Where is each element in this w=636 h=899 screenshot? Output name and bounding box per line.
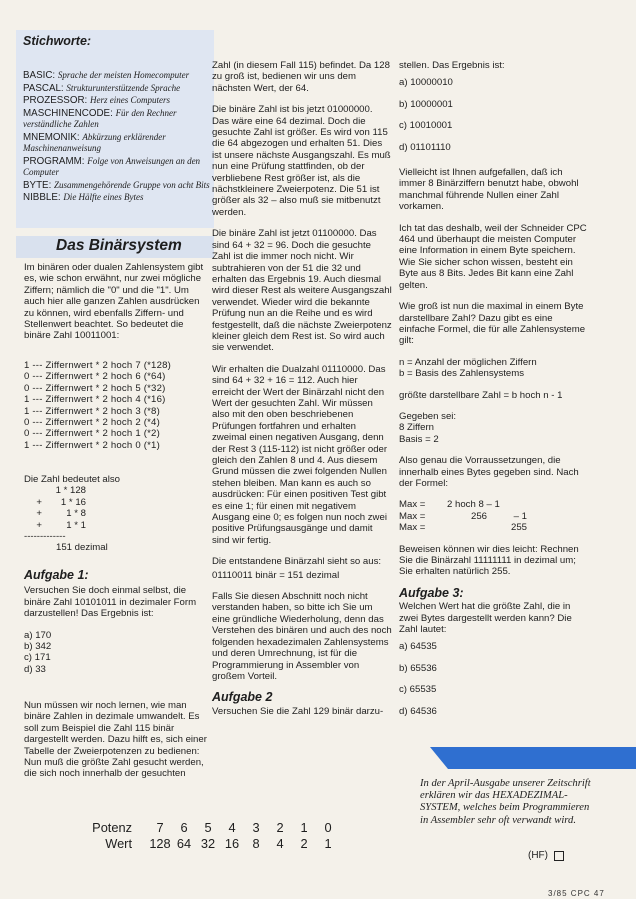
- right-paragraph: Ich tat das deshalb, weil der Schneider CPC 464 und überhaupt die meisten Computer eine Information in einem Byte speichern. Wie Sie sicher schon wissen, besteht ein Byte aus 8 Bits. Jedes Bit kann eine Zahl gelten.: [399, 222, 587, 291]
- calc-row: Max = 256 – 1: [399, 510, 527, 522]
- keywords-title: Stichworte:: [23, 34, 92, 48]
- keyword-item: BASIC: Sprache der meisten Homecomputer: [23, 70, 190, 81]
- sum-intro: Die Zahl bedeutet also: [24, 474, 120, 485]
- mid-paragraph: Falls Sie diesen Abschnitt noch nicht verstanden haben, so bitte ich Sie um eine gründliche Wiederholung, denn das Verstehen des binären und auch des noch folgenden hexadezimalen Zahlensystems und deren Umrechnung, ist für die Programmierung in Assembler von großem Vorteil.: [212, 591, 392, 682]
- table-row: Potenz 7 6 5 4 3 2 1 0: [92, 820, 332, 835]
- left-paragraph-2: Nun müssen wir noch lernen, wie man binäre Zahlen in dezimale umwandelt. Es soll zum Beispiel die Zahl 115 binär dargestellt werden. Dazu hilft es, sich einer Tabelle der Zweierpotenzen zu bedienen: Nun muß die größte Zahl gesucht werden, die sich noch innerhalb der gesuchten: [24, 700, 207, 780]
- end-square-icon: [554, 851, 564, 861]
- right-paragraph: Wie groß ist nun die maximal in einem Byte darstellbare Zahl? Dazu gibt es eine einfache Formel, die für alle Zahlensysteme gilt:: [399, 301, 586, 347]
- page-footer: 3/85 CPC 47: [548, 889, 605, 898]
- mid-paragraph: Die binäre Zahl ist jetzt 01100000. Das sind 64 + 32 = 96. Doch die gesuchte Zahl ist die immer noch nicht. Wir subtrahieren von der 51 die 32 und erhalten das Ergebnis 19. Auch diesmal wird dieser Rest als weitere Ausgangszahl verwendet. Wieder wird die bekannte Prüfung nun an die Reihe und es wird festgestellt, daß die nächste Zweierpotenz kleiner gleich dem Rest ist. So wird auch sie verwendet.: [212, 228, 392, 354]
- section-heading: [16, 236, 214, 258]
- right-column: [399, 60, 589, 727]
- task2-option: b) 10000001: [399, 98, 453, 110]
- definition-n: n = Anzahl der möglichen Ziffern: [399, 356, 537, 368]
- sum-row: + 1 * 8: [36, 508, 86, 520]
- expansion-line: 1 --- Ziffernwert * 2 hoch 4 (*16): [24, 394, 166, 406]
- expansion-line: 0 --- Ziffernwert * 2 hoch 6 (*64): [24, 371, 166, 383]
- sum-block: [24, 474, 212, 554]
- expansion-line: 1 --- Ziffernwert * 2 hoch 3 (*8): [24, 405, 160, 417]
- power-table: [74, 820, 364, 852]
- intro-paragraph: Im binären oder dualen Zahlensystem gibt es, wie schon erwähnt, nur zwei mögliche Ziffern; nämlich die "0" und die "1". Um auch hier alle ganzen Zahlen ausdrücken zu können, wird ebenfalls Ziffern- und Stellenwert beachtet. So bedeutet die binäre Zahl 10011001:: [24, 262, 204, 342]
- accent-bar: [430, 747, 636, 769]
- definition-b: b = Basis des Zahlensystems: [399, 368, 525, 380]
- task2-title: Aufgabe 2: [212, 690, 273, 705]
- task1-option: c) 171: [24, 652, 51, 664]
- keyword-item: MASCHINENCODE: Für den Rechner verständliche Zahlen: [23, 107, 177, 129]
- formula: größte darstellbare Zahl = b hoch n - 1: [399, 389, 563, 401]
- expansion-line: 0 --- Ziffernwert * 2 hoch 5 (*32): [24, 382, 166, 394]
- keywords-list: [23, 70, 213, 205]
- sum-result: 151 dezimal: [56, 542, 108, 554]
- task3-option: a) 64535: [399, 641, 437, 653]
- sum-row: + 1 * 1: [36, 519, 86, 531]
- task1-option: d) 33: [24, 663, 46, 675]
- sum-row: 1 * 128: [55, 485, 86, 497]
- task3-option: c) 65535: [399, 684, 437, 696]
- calc-row: Max = 255: [399, 522, 527, 534]
- task2-text: Versuchen Sie die Zahl 129 binär darzu-: [212, 705, 384, 717]
- keywords-box: [16, 30, 214, 228]
- task2-option: c) 10010001: [399, 120, 453, 132]
- expansion-line: 1 --- Ziffernwert * 2 hoch 7 (*128): [24, 360, 172, 371]
- keyword-item: PASCAL: Strukturunterstützende Sprache: [23, 82, 181, 94]
- expansion-line: 0 --- Ziffernwert * 2 hoch 1 (*2): [24, 428, 160, 440]
- expansion-line: 0 --- Ziffernwert * 2 hoch 2 (*4): [24, 417, 160, 429]
- preview-note: In der April-Ausgabe unserer Zeitschrift erklären wir das HEXADEZIMAL-SYSTEM, welches beim Programmieren in Assembler sehr oft verwandt wird.: [420, 778, 591, 826]
- binary-expansion: [24, 360, 212, 451]
- right-paragraph: stellen. Das Ergebnis ist:: [399, 60, 505, 71]
- mid-paragraph: Die entstandene Binärzahl sieht so aus:: [212, 556, 382, 568]
- mid-paragraph: Zahl (in diesem Fall 115) befindet. Da 128 zu groß ist, bedienen wir uns dem nächsten Wert, der 64.: [212, 60, 390, 94]
- keyword-item: MNEMONIK: Abkürzung erklärender Maschinenanweisung: [23, 131, 166, 153]
- task3-title: Aufgabe 3:: [399, 585, 464, 600]
- given-base: Basis = 2: [399, 433, 439, 445]
- task3-option: b) 65536: [399, 662, 437, 674]
- middle-column: [212, 60, 392, 727]
- binary-result: 01110011 binär = 151 dezimal: [212, 569, 340, 581]
- right-paragraph: Vielleicht ist Ihnen aufgefallen, daß ich immer 8 Binärziffern benutzt habe, obwohl manchmal führende Nullen einer Zahl vorkamen.: [399, 167, 579, 213]
- given-digits: 8 Ziffern: [399, 422, 435, 434]
- task1-block: [24, 570, 212, 675]
- keyword-item: NIBBLE: Die Hälfte eines Bytes: [23, 192, 144, 203]
- keyword-item: PROZESSOR: Herz eines Computers: [23, 95, 170, 106]
- calculation: [399, 499, 589, 533]
- table-row: Wert 128 64 32 16 8 4 2 1: [105, 836, 332, 851]
- task2-option: a) 10000010: [399, 77, 453, 89]
- note-source: (HF): [528, 850, 564, 861]
- expansion-line: 1 --- Ziffernwert * 2 hoch 0 (*1): [24, 439, 160, 451]
- given-label: Gegeben sei:: [399, 410, 457, 422]
- calc-row: Max = 2 hoch 8 – 1: [399, 499, 500, 511]
- task1-text: Versuchen Sie doch einmal selbst, die binäre Zahl 10101011 in dezimaler Form darzustellen! Das Ergebnis ist:: [24, 585, 197, 620]
- mid-paragraph: Die binäre Zahl ist bis jetzt 01000000. Das wäre eine 64 dezimal. Doch die gesuchte Zahl ist größer. Es wird von 115 die 64 abgezogen und erhalten 51. Dies ist unsere nächste Ausgangszahl. Es muß nun eine Prüfung stattfinden, ob der verbliebene Rest größer ist, als die nächstkleinere Zweierpotenz. Die 51 ist größer als 32 – also muß sie mitbenutzt werden.: [212, 104, 391, 218]
- section-title: Das Binärsystem: [56, 237, 182, 254]
- sum-row: + 1 * 16: [36, 496, 86, 508]
- task1-title: Aufgabe 1:: [24, 568, 89, 582]
- right-paragraph: Beweisen können wir dies leicht: Rechnen Sie die Binärzahl 11111111 in dezimal um; Sie erhalten natürlich 255.: [399, 543, 579, 578]
- task3-option: d) 64536: [399, 705, 437, 717]
- keyword-item: PROGRAMM: Folge von Anweisungen an den Computer: [23, 155, 201, 177]
- sum-line: -------------: [24, 531, 66, 543]
- task1-option: b) 342: [24, 641, 52, 653]
- mid-paragraph: Wir erhalten die Dualzahl 01110000. Das sind 64 + 32 + 16 = 112. Auch hier erreicht der Wert der Binärzahl nicht den Wert der gesuchten Zahl. Wir müssen also mit den oben beschriebenen Prüfungen fortfahren und erhalten zweimal einen negativen Ausgang, denn der Rest 3 (115-112) ist nicht größer oder gleich den Zahlen 8 und 4. Aus diesem Grund müssen die zwei folgenden Nullen stehen bleiben. Man kann es auch so ausdrücken: Für einen positiven Test gibt es eine 1; für einen mit negativem Ausgang eine 0; es folgen nun noch zwei positive Prüfungsausgänge und damit sind wir fertig.: [212, 363, 388, 546]
- right-paragraph: Also genau die Vorraussetzungen, die innerhalb eines Bytes gegeben sind. Nach der Formel:: [399, 455, 579, 489]
- keyword-item: BYTE: Zusammengehörende Gruppe von acht Bits: [23, 179, 210, 191]
- task3-text: Welchen Wert hat die größte Zahl, die in zwei Bytes dargestellt werden kann? Die Zahl lautet:: [399, 601, 572, 636]
- task2-option: d) 01101110: [399, 141, 451, 153]
- task1-option: a) 170: [24, 629, 52, 641]
